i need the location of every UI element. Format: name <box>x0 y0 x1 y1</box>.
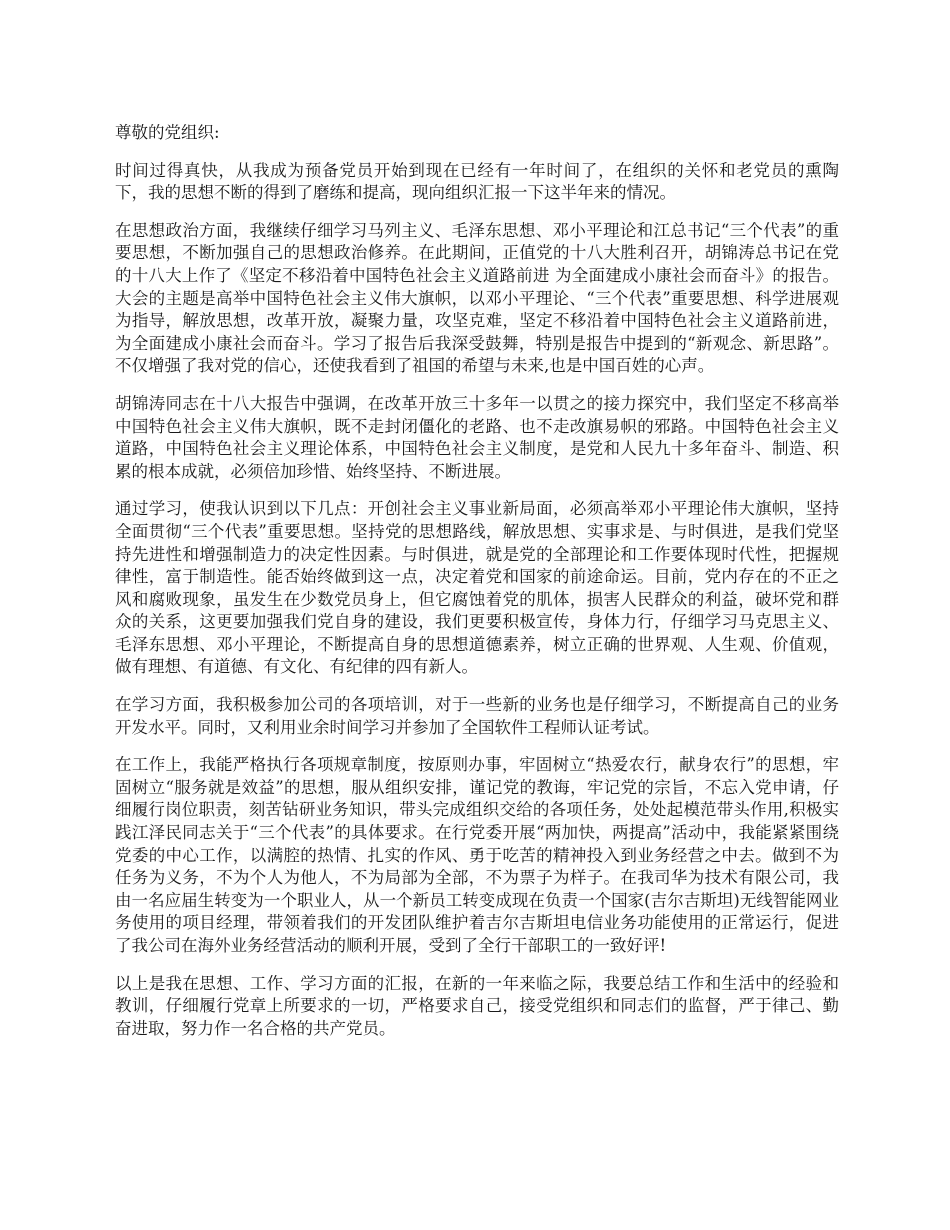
paragraph-conclusion: 以上是我在思想、工作、学习方面的汇报，在新的一年来临之际，我要总结工作和生活中的经验和教训，仔细履行党章上所要求的一切，严格要求自己，接受党组织和同志们的监督，严于律己、勤奋进取，努力作一名合格的共产党员。 <box>115 973 839 1038</box>
paragraph-understanding: 通过学习，使我认识到以下几点：开创社会主义事业新局面，必须高举邓小平理论伟大旗帜，坚持全面贯彻“三个代表”重要思想。坚持党的思想路线，解放思想、实事求是、与时俱进，是我们党坚持先进性和增强制造力的决定性因素。与时俱进，就是党的全部理论和工作要体现时代性，把握规律性，富于制造性。能否始终做到这一点，决定着党和国家的前途命运。目前，党内存在的不正之风和腐败现象，虽发生在少数党员身上，但它腐蚀着党的肌体，损害人民群众的利益，破坏党和群众的关系，这更要加强我们党自身的建设，我们更要积极宣传，身体力行，仔细学习马克思主义、毛泽东思想、邓小平理论，不断提高自身的思想道德素养，树立正确的世界观、人生观、价值观，做有理想、有道德、有文化、有纪律的四有新人。 <box>115 499 839 677</box>
paragraph-intro: 时间过得真快，从我成为预备党员开始到现在已经有一年时间了，在组织的关怀和老党员的熏陶下，我的思想不断的得到了磨练和提高，现向组织汇报一下这半年来的情况。 <box>115 160 839 203</box>
paragraph-political: 在思想政治方面，我继续仔细学习马列主义、毛泽东思想、邓小平理论和江总书记“三个代表”的重要思想，不断加强自己的思想政治修养。在此期间，正值党的十八大胜利召开，胡锦涛总书记在党的十八大上作了《坚定不移沿着中国特色社会主义道路前进 为全面建成小康社会而奋斗》的报告。大会的主题是高举中国特色社会主义伟大旗帜，以邓小平理论、“三个代表”重要思想、科学进展观为指导，解放思想，改革开放，凝聚力量，攻坚克难，坚定不移沿着中国特色社会主义道路前进，为全面建成小康社会而奋斗。学习了报告后我深受鼓舞，特别是报告中提到的“新观念、新思路”。不仅增强了我对党的信心，还使我看到了祖国的希望与未来,也是中国百姓的心声。 <box>115 220 839 376</box>
paragraph-congress-report: 胡锦涛同志在十八大报告中强调，在改革开放三十多年一以贯之的接力探究中，我们坚定不移高举中国特色社会主义伟大旗帜，既不走封闭僵化的老路、也不走改旗易帜的邪路。中国特色社会主义道路，中国特色社会主义理论体系，中国特色社会主义制度，是党和人民九十多年奋斗、制造、积累的根本成就，必须倍加珍惜、始终坚持、不断进展。 <box>115 393 839 481</box>
paragraph-work: 在工作上，我能严格执行各项规章制度，按原则办事，牢固树立“热爱农行，献身农行”的思想，牢固树立“服务就是效益”的思想，服从组织安排，谨记党的教诲，牢记党的宗旨，不忘入党申请，仔细履行岗位职责，刻苦钻研业务知识，带头完成组织交给的各项任务，处处起模范带头作用,积极实践江泽民同志关于“三个代表”的具体要求。在行党委开展“两加快，两提高”活动中，我能紧紧围绕党委的中心工作，以满腔的热情、扎实的作风、勇于吃苦的精神投入到业务经营之中去。做到不为任务为义务，不为个人为他人，不为局部为全部，不为票子为样子。在我司华为技术有限公司，我由一名应届生转变为一个职业人，从一个新员工转变成现在负责一个国家(吉尔吉斯坦)无线智能网业务使用的项目经理，带领着我们的开发团队维护着吉尔吉斯坦电信业务功能使用的正常运行，促进了我公司在海外业务经营活动的顺利开展，受到了全行干部职工的一致好评! <box>115 755 839 955</box>
document-body <box>115 122 839 1055</box>
salutation: 尊敬的党组织: <box>115 123 220 142</box>
paragraph-study: 在学习方面，我积极参加公司的各项培训，对于一些新的业务也是仔细学习，不断提高自己的业务开发水平。同时，又利用业余时间学习并参加了全国软件工程师认证考试。 <box>115 695 839 737</box>
